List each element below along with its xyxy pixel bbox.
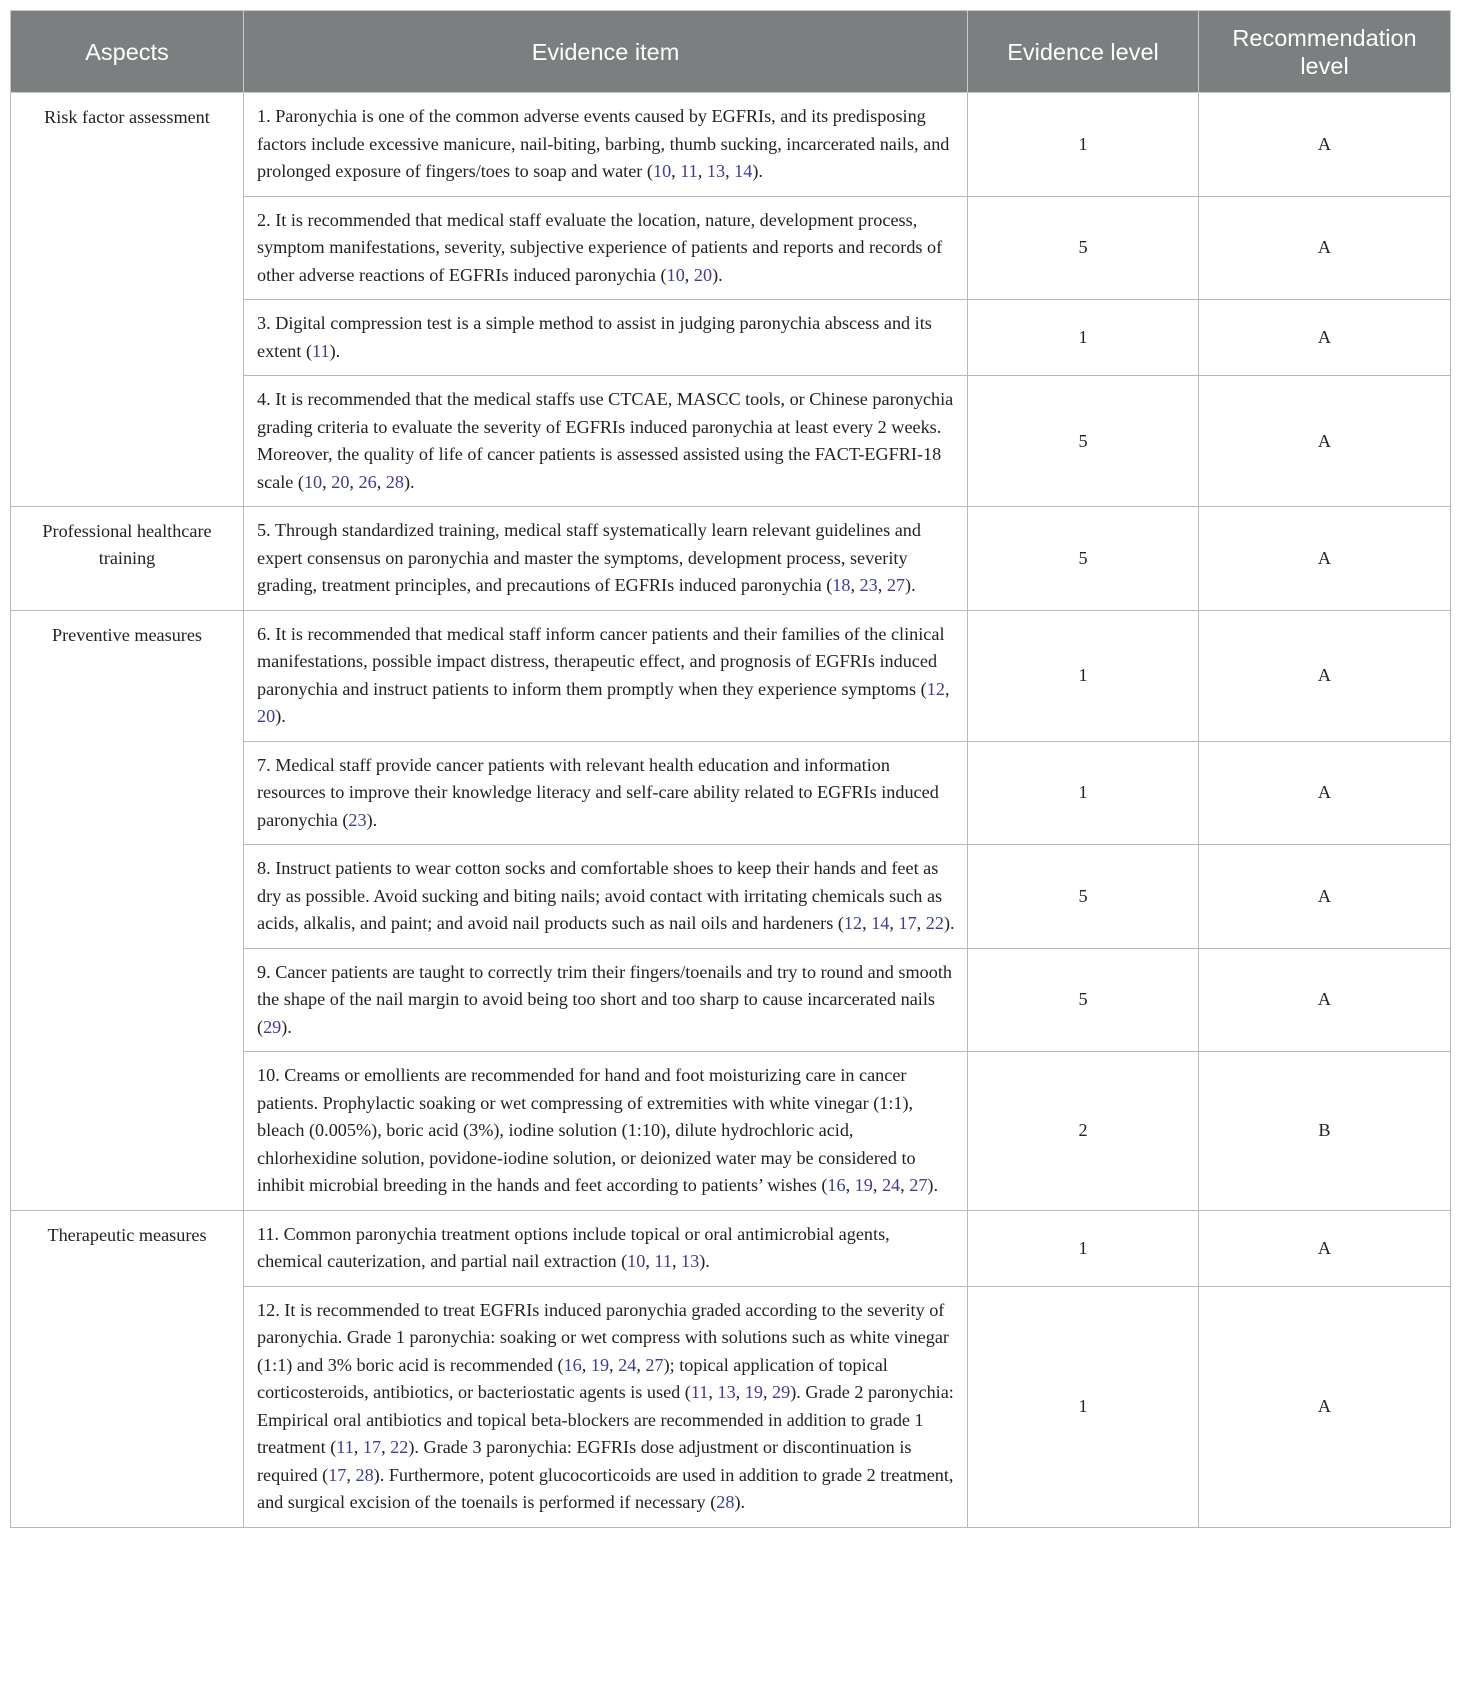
recommendation-level-cell: A	[1199, 376, 1451, 507]
reference-link[interactable]: 22	[390, 1437, 409, 1457]
evidence-level-cell: 1	[968, 1286, 1199, 1527]
evidence-level-cell: 1	[968, 93, 1199, 197]
evidence-text: ).	[734, 1492, 746, 1512]
reference-link[interactable]: 11	[690, 1382, 709, 1402]
evidence-text: 9. Cancer patients are taught to correctly trim their fingers/toenails and try to round and smooth the shape of the nail margin to avoid being too short and too sharp to cause incarcerated nails (	[257, 961, 952, 1037]
evidence-level-cell: 5	[968, 948, 1199, 1052]
recommendation-level-cell: A	[1199, 507, 1451, 611]
evidence-text: ,	[346, 1464, 356, 1485]
header-recommendation-level: Recommendation level	[1199, 11, 1451, 93]
recommendation-level-cell: A	[1199, 1286, 1451, 1527]
table-row	[11, 93, 1451, 197]
recommendation-level-cell: A	[1199, 300, 1451, 376]
evidence-text: ). Grade 2 paronychia: Empirical oral antibiotics and topical beta-blockers are recommended in addition to grade 1 treatment (	[257, 1382, 954, 1457]
reference-link[interactable]: 17	[898, 913, 917, 933]
table-row	[11, 610, 1451, 741]
evidence-text: ); topical application of topical corticosteroids, antibiotics, or bacteriostatic agents is used (	[257, 1354, 888, 1402]
evidence-level-cell: 1	[968, 741, 1199, 845]
evidence-item-cell	[244, 376, 968, 507]
evidence-text: ).	[905, 575, 916, 595]
evidence-text: ,	[376, 471, 386, 492]
reference-link[interactable]: 22	[925, 913, 944, 933]
reference-link[interactable]: 17	[362, 1437, 382, 1457]
evidence-text: ,	[609, 1354, 619, 1375]
evidence-text: ). Grade 3 paronychia: EGFRIs dose adjustment or discontinuation is required (	[257, 1437, 912, 1485]
table-row	[11, 507, 1451, 611]
reference-link[interactable]: 20	[693, 264, 713, 285]
evidence-text: 11. Common paronychia treatment options include topical or oral antimicrobial agents, chemical cauterization, and partial nail extraction (	[257, 1223, 890, 1271]
header-row	[11, 11, 1451, 93]
evidence-text: ,	[636, 1354, 646, 1375]
recommendation-level-cell: A	[1199, 610, 1451, 741]
evidence-text: ,	[877, 575, 887, 595]
evidence-text: ).	[281, 1016, 292, 1037]
reference-link[interactable]: 18	[832, 575, 851, 595]
evidence-item-cell	[244, 507, 968, 611]
reference-link[interactable]: 28	[355, 1464, 374, 1485]
evidence-level-cell: 1	[968, 300, 1199, 376]
evidence-item-cell	[244, 948, 968, 1052]
evidence-text: ).	[712, 264, 723, 285]
reference-link[interactable]: 11	[336, 1437, 354, 1457]
evidence-text: ,	[850, 575, 860, 595]
recommendation-level-cell: A	[1199, 845, 1451, 949]
evidence-text: 10. Creams or emollients are recommended for hand and foot moisturizing care in cancer patients. Prophylactic soaking or wet compressing of extremities with white vinegar (1:1), bleach (0.005%), boric acid (3%), iodine solution (1:10), dilute hydrochloric acid, chlorhexidine solution, povidone-iodine solution, or deionized water may be considered to inhibit microbial breeding in the hands and feet according to patients’ wishes (	[257, 1065, 916, 1195]
reference-link[interactable]: 11	[654, 1251, 672, 1271]
evidence-level-cell: 1	[968, 610, 1199, 741]
reference-link[interactable]: 14	[734, 161, 753, 181]
evidence-item-cell	[244, 845, 968, 949]
evidence-text: ,	[684, 264, 694, 285]
evidence-text: ,	[735, 1382, 745, 1402]
reference-link[interactable]: 17	[328, 1464, 347, 1485]
reference-link[interactable]: 24	[881, 1175, 901, 1195]
reference-link[interactable]: 13	[717, 1382, 736, 1402]
table-header	[11, 11, 1451, 93]
evidence-text: ,	[322, 471, 332, 492]
recommendation-level-cell: B	[1199, 1052, 1451, 1211]
evidence-text: ,	[671, 1251, 682, 1271]
reference-link[interactable]: 20	[257, 706, 276, 726]
evidence-text: 7. Medical staff provide cancer patients with relevant health education and information resources to improve their knowledge literacy and self-care ability related to EGFRIs induced paronychia (	[257, 754, 939, 830]
evidence-text: ,	[353, 1437, 363, 1457]
evidence-item-cell	[244, 1286, 968, 1527]
evidence-text: ,	[708, 1382, 718, 1402]
reference-link[interactable]: 29	[772, 1382, 791, 1402]
evidence-text: 3. Digital compression test is a simple method to assist in judging paronychia abscess and its extent (	[257, 313, 932, 361]
aspect-cell: Therapeutic measures	[11, 1210, 244, 1527]
reference-link[interactable]: 12	[843, 913, 863, 933]
reference-link[interactable]: 19	[590, 1354, 610, 1375]
evidence-text: ,	[725, 161, 735, 181]
aspect-cell: Risk factor assessment	[11, 93, 244, 507]
reference-link[interactable]: 27	[886, 575, 906, 595]
reference-link[interactable]: 28	[716, 1492, 735, 1512]
evidence-text: ,	[862, 913, 872, 933]
evidence-level-cell: 2	[968, 1052, 1199, 1211]
reference-link[interactable]: 13	[681, 1251, 700, 1271]
reference-link[interactable]: 11	[680, 161, 698, 181]
header-evidence-item: Evidence item	[244, 11, 968, 93]
reference-link[interactable]: 23	[348, 809, 367, 830]
evidence-text: ).	[275, 706, 286, 726]
evidence-text: ).	[329, 340, 341, 361]
reference-link[interactable]: 10	[627, 1251, 646, 1271]
evidence-text: 2. It is recommended that medical staff evaluate the location, nature, development process, symptom manifestations, severity, subjective experience of patients and reports and records of other adverse reactions of EGFRIs induced paronychia (	[257, 209, 943, 285]
reference-link[interactable]: 14	[871, 913, 890, 933]
evidence-item-cell	[244, 741, 968, 845]
reference-link[interactable]: 16	[563, 1354, 582, 1375]
evidence-text: ,	[697, 161, 707, 181]
evidence-text: ).	[403, 471, 415, 492]
evidence-text: ,	[645, 1251, 655, 1271]
evidence-item-cell	[244, 300, 968, 376]
aspect-cell: Professional healthcare training	[11, 507, 244, 611]
reference-link[interactable]: 27	[645, 1354, 664, 1375]
reference-link[interactable]: 19	[854, 1175, 873, 1195]
reference-link[interactable]: 10	[303, 471, 323, 492]
evidence-text: ,	[845, 1175, 855, 1195]
recommendation-level-cell: A	[1199, 196, 1451, 300]
evidence-text: ,	[381, 1437, 391, 1457]
reference-link[interactable]: 13	[706, 161, 726, 181]
reference-link[interactable]: 27	[909, 1175, 928, 1195]
evidence-text: ,	[671, 161, 681, 181]
evidence-text: ,	[900, 1175, 910, 1195]
recommendation-level-cell: A	[1199, 741, 1451, 845]
reference-link[interactable]: 24	[618, 1354, 637, 1375]
evidence-level-cell: 5	[968, 196, 1199, 300]
evidence-text: ,	[581, 1354, 591, 1375]
evidence-text: ,	[944, 678, 950, 699]
evidence-item-cell	[244, 93, 968, 197]
recommendation-level-cell: A	[1199, 1210, 1451, 1286]
evidence-item-cell	[244, 1052, 968, 1211]
reference-link[interactable]: 19	[744, 1382, 763, 1402]
evidence-text: 6. It is recommended that medical staff inform cancer patients and their families of the clinical manifestations, possible impact distress, therapeutic effect, and prognosis of EGFRIs induced paronychia and instruct patients to inform them promptly when they experience symptoms (	[257, 623, 945, 699]
reference-link[interactable]: 28	[385, 471, 404, 492]
reference-link[interactable]: 29	[263, 1016, 282, 1037]
table-row	[11, 1210, 1451, 1286]
evidence-text: 8. Instruct patients to wear cotton socks and comfortable shoes to keep their hands and feet as dry as possible. Avoid sucking and biting nails; avoid contact with irritating chemicals such as acids, alkalis, and paint; and avoid nail products such as nail oils and hardeners (	[257, 858, 943, 933]
reference-link[interactable]: 10	[652, 161, 672, 181]
reference-link[interactable]: 20	[331, 471, 350, 492]
reference-link[interactable]: 10	[666, 264, 685, 285]
evidence-text: ).	[752, 161, 763, 181]
evidence-text: ). Furthermore, potent glucocorticoids are used in addition to grade 2 treatment, and surgical excision of the toenails is performed if necessary (	[257, 1464, 954, 1512]
evidence-text: ,	[762, 1382, 773, 1402]
reference-link[interactable]: 16	[827, 1175, 846, 1195]
evidence-text: ).	[943, 913, 955, 933]
evidence-level-cell: 5	[968, 507, 1199, 611]
reference-link[interactable]: 12	[926, 678, 945, 699]
evidence-item-cell	[244, 610, 968, 741]
evidence-level-cell: 5	[968, 376, 1199, 507]
evidence-text: ,	[916, 913, 926, 933]
evidence-level-cell: 1	[968, 1210, 1199, 1286]
header-evidence-level: Evidence level	[968, 11, 1199, 93]
reference-link[interactable]: 23	[859, 575, 878, 595]
evidence-table	[10, 10, 1451, 1528]
evidence-level-cell: 5	[968, 845, 1199, 949]
reference-link[interactable]: 26	[358, 471, 377, 492]
aspect-cell: Preventive measures	[11, 610, 244, 1210]
evidence-text: 5. Through standardized training, medical staff systematically learn relevant guidelines and expert consensus on paronychia and master the symptoms, development process, severity grading, treatment principles, and precautions of EGFRIs induced paronychia (	[257, 520, 921, 595]
evidence-text: ).	[927, 1175, 939, 1195]
evidence-text: ,	[872, 1175, 882, 1195]
evidence-text: 1. Paronychia is one of the common adverse events caused by EGFRIs, and its predisposing factors include excessive manicure, nail-biting, barbing, thumb sucking, incarcerated nails, and prolonged exposure of fingers/toes to soap and water (	[257, 106, 950, 181]
header-aspects: Aspects	[11, 11, 244, 93]
evidence-item-cell	[244, 1210, 968, 1286]
evidence-text: 12. It is recommended to treat EGFRIs induced paronychia graded according to the severity of paronychia. Grade 1 paronychia: soaking or wet compress with solutions such as white vinegar (1:1) and 3% boric acid is recommended (	[257, 1299, 949, 1375]
table-body	[11, 93, 1451, 1528]
recommendation-level-cell: A	[1199, 93, 1451, 197]
evidence-text: ).	[699, 1251, 710, 1271]
reference-link[interactable]: 11	[312, 340, 330, 361]
evidence-text: 4. It is recommended that the medical staffs use CTCAE, MASCC tools, or Chinese paronychia grading criteria to evaluate the severity of EGFRIs induced paronychia at least every 2 weeks. Moreover, the quality of life of cancer patients is assessed assisted using the FACT-EGFRI-18 scale (	[257, 389, 954, 492]
evidence-text: ,	[889, 913, 899, 933]
evidence-item-cell	[244, 196, 968, 300]
evidence-text: ,	[349, 471, 359, 492]
evidence-text: ).	[366, 809, 378, 830]
recommendation-level-cell: A	[1199, 948, 1451, 1052]
